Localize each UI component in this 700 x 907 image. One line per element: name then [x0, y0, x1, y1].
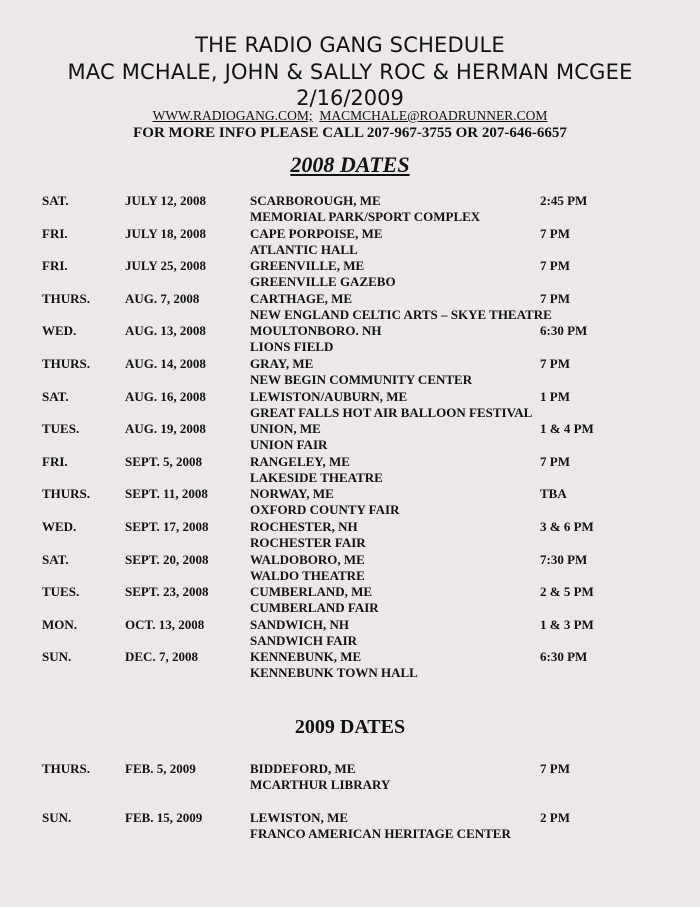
- event-day: FRI.: [42, 453, 68, 469]
- event-time: 7 PM: [540, 761, 570, 776]
- event-date: FEB. 15, 2009: [125, 810, 203, 825]
- event-time: 7 PM: [540, 356, 570, 371]
- event-time: 7 PM: [540, 225, 570, 241]
- event-venue: MCARTHUR LIBRARY: [250, 777, 391, 792]
- event-time: 1 PM: [540, 388, 570, 404]
- section-heading-2008: 2008 DATES: [290, 152, 410, 177]
- event-day: THURS.: [42, 356, 91, 371]
- event-date: AUG. 14, 2008: [125, 356, 206, 371]
- contact-links: [0, 108, 700, 124]
- event-time: 7 PM: [540, 290, 570, 306]
- event-date: JULY 25, 2008: [125, 258, 207, 274]
- event-day: WED.: [42, 323, 77, 339]
- event-date: AUG. 19, 2008: [125, 421, 206, 437]
- event-location: KENNEBUNK, ME: [250, 649, 362, 665]
- event-time: 7 PM: [540, 258, 570, 274]
- event-date: AUG. 7, 2008: [125, 290, 200, 306]
- event-date: SEPT. 20, 2008: [125, 551, 209, 567]
- event-date: OCT. 13, 2008: [125, 616, 205, 632]
- event-location: RANGELEY, ME: [250, 453, 350, 469]
- event-location: NORWAY, ME: [250, 486, 334, 502]
- event-time: 7:30 PM: [540, 551, 588, 567]
- event-day: TUES.: [42, 584, 80, 600]
- event-time: 6:30 PM: [540, 323, 588, 339]
- event-location: MOULTONBORO. NH: [250, 323, 382, 339]
- website-link[interactable]: WWW.RADIOGANG.COM;: [152, 108, 313, 123]
- event-day: MON.: [42, 616, 78, 632]
- event-day: WED.: [42, 519, 77, 534]
- event-date: SEPT. 5, 2008: [125, 453, 203, 469]
- event-time: 6:30 PM: [540, 649, 588, 665]
- event-venue: GREAT FALLS HOT AIR BALLOON FESTIVAL: [250, 404, 533, 420]
- event-location: CUMBERLAND, ME: [250, 584, 373, 600]
- contact-info: FOR MORE INFO PLEASE CALL 207-967-3755 OR 207-646-6657: [133, 125, 567, 141]
- event-time: 2 & 5 PM: [540, 584, 594, 600]
- event-venue: ROCHESTER FAIR: [250, 535, 366, 550]
- event-venue: FRANCO AMERICAN HERITAGE CENTER: [250, 826, 511, 841]
- event-venue: ATLANTIC HALL: [250, 241, 358, 257]
- section-heading-2009: 2009 DATES: [294, 716, 406, 738]
- event-date: DEC. 7, 2008: [125, 649, 198, 665]
- event-time: 3 & 6 PM: [540, 519, 594, 534]
- event-venue: SANDWICH FAIR: [250, 632, 358, 648]
- event-location: ROCHESTER, NH: [250, 519, 358, 534]
- event-venue: WALDO THEATRE: [250, 567, 365, 583]
- event-location: SCARBOROUGH, ME: [250, 193, 381, 208]
- event-venue: LIONS FIELD: [250, 339, 334, 355]
- event-date: JULY 18, 2008: [125, 225, 207, 241]
- event-day: TUES.: [42, 421, 80, 437]
- event-location: SANDWICH, NH: [250, 616, 349, 632]
- email-link[interactable]: MACMCHALE@ROADRUNNER.COM: [319, 108, 548, 123]
- event-location: BIDDEFORD, ME: [250, 761, 356, 776]
- event-location: CARTHAGE, ME: [250, 290, 353, 306]
- event-date: FEB. 5, 2009: [125, 761, 196, 776]
- event-venue: NEW ENGLAND CELTIC ARTS – SKYE THEATRE: [250, 306, 552, 322]
- event-time: 2 PM: [540, 810, 570, 825]
- event-time: TBA: [540, 486, 567, 502]
- event-date: AUG. 16, 2008: [125, 388, 206, 404]
- event-venue: CUMBERLAND FAIR: [250, 600, 379, 616]
- band-members: MAC MCHALE, JOHN & SALLY ROC & HERMAN MCGEE: [67, 60, 633, 84]
- event-day: SAT.: [42, 193, 69, 208]
- event-day: THURS.: [42, 486, 91, 502]
- event-venue: MEMORIAL PARK/SPORT COMPLEX: [250, 209, 481, 224]
- event-location: WALDOBORO, ME: [250, 551, 365, 567]
- event-date: SEPT. 23, 2008: [125, 584, 209, 600]
- event-day: SAT.: [42, 388, 69, 404]
- event-time: 1 & 3 PM: [540, 616, 594, 632]
- event-day: SUN.: [42, 649, 72, 665]
- event-venue: OXFORD COUNTY FAIR: [250, 502, 400, 518]
- event-venue: GREENVILLE GAZEBO: [250, 274, 396, 290]
- page-title: THE RADIO GANG SCHEDULE: [195, 33, 505, 57]
- event-venue: UNION FAIR: [250, 437, 328, 453]
- event-date: AUG. 13, 2008: [125, 323, 206, 339]
- event-time: 2:45 PM: [540, 193, 588, 208]
- event-time: 7 PM: [540, 453, 570, 469]
- event-day: FRI.: [42, 225, 68, 241]
- event-day: THURS.: [42, 761, 91, 776]
- event-venue: LAKESIDE THEATRE: [250, 469, 383, 485]
- event-location: GREENVILLE, ME: [250, 258, 365, 274]
- schedule-date: 2/16/2009: [296, 86, 404, 110]
- event-venue: NEW BEGIN COMMUNITY CENTER: [250, 372, 473, 387]
- event-day: SUN.: [42, 810, 72, 825]
- event-location: GRAY, ME: [250, 356, 314, 371]
- event-time: 1 & 4 PM: [540, 421, 594, 437]
- event-location: LEWISTON, ME: [250, 810, 349, 825]
- event-location: LEWISTON/AUBURN, ME: [250, 388, 408, 404]
- event-day: THURS.: [42, 290, 91, 306]
- event-day: SAT.: [42, 551, 69, 567]
- event-venue: KENNEBUNK TOWN HALL: [250, 665, 418, 681]
- event-date: SEPT. 17, 2008: [125, 519, 209, 534]
- event-day: FRI.: [42, 258, 68, 274]
- event-location: UNION, ME: [250, 421, 321, 437]
- event-date: JULY 12, 2008: [125, 193, 207, 208]
- event-date: SEPT. 11, 2008: [125, 486, 208, 502]
- event-location: CAPE PORPOISE, ME: [250, 225, 383, 241]
